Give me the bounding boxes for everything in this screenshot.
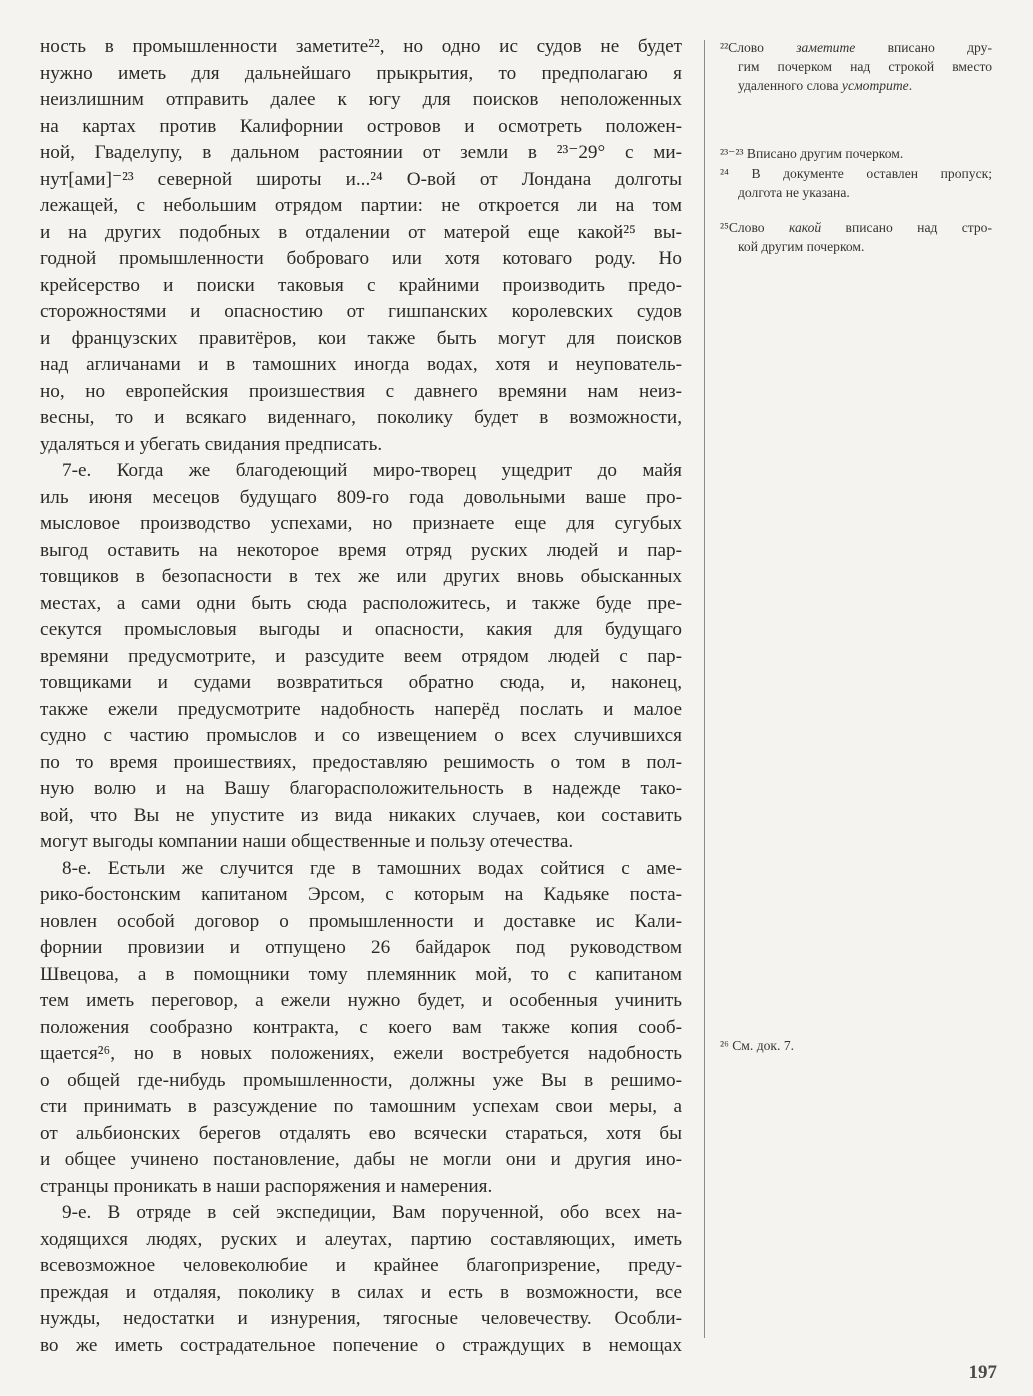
text-line: времяни предусмотрите, и разсудите веем отрядом людей с пар- (40, 645, 682, 667)
text-line: нужды, недостатки и изнурения, тягосные человечеству. Особли- (40, 1308, 682, 1329)
text-line: во же иметь сострадательное попечение о страждущих в немощах (40, 1334, 682, 1356)
text-line: неизлишним отправить далее к югу для поисков неположенных (40, 89, 682, 110)
text-line: но, но европейския произшествия с давнего времяни нам неиз- (40, 380, 682, 402)
footnote-23: ²³⁻²³ Вписано другим почерком. (720, 146, 904, 161)
text-line: 7-е. Когда же благодеющий миро-творец ущедрит до майя (62, 460, 682, 481)
text-line: странцы проникать в наши распоряжения и намерения. (40, 1175, 493, 1197)
text-line: ной, Гваделупу, в дальном растоянии от земли в ²³⁻29° с ми- (40, 142, 682, 163)
text-line: форнии провизии и отпущено 26 байдарок под руководством (40, 937, 682, 958)
text-line: выгод оставить на некоторое время отряд руских людей и пар- (40, 539, 682, 561)
text-line: 9-е. В отряде в сей экспедиции, Вам порученной, обо всех на- (62, 1202, 682, 1223)
text-line: также ежели предусмотрите надобность наперёд послать и малое (40, 698, 682, 720)
footnote-mark: ²⁶ (720, 1038, 729, 1053)
text-line: по то время проишествиях, предоставляю решимость о том в пол- (40, 751, 682, 773)
text-line: и общее учинено постановление, дабы не могли они и другия ино- (40, 1149, 682, 1170)
text-line: вой, что Вы не упустите из вида никаких случаев, кои составить (40, 804, 682, 826)
text-line: удаляться и убегать свидания предписать. (40, 433, 383, 455)
text-line: лежащей, с небольшим отрядом партии: не откроется ли на том (40, 195, 682, 216)
text-line: товщиками и судами возвратиться обратно сюда, и, наконец, (40, 672, 682, 693)
footnote-mark: ²⁵ (720, 220, 729, 235)
text-line: Швецова, а в помощники тому племянник мой, то с капитаном (40, 963, 682, 985)
text-line: иль июня месецов будущаго 809-го года довольными ваше про- (40, 486, 682, 508)
text-line: ность в промышленности заметите²², но одно ис судов не будет (40, 36, 682, 57)
text-line: преждая и отдаляя, поколику в силах и есть в возможности, все (40, 1281, 682, 1303)
footnote-24: ²⁴ В документе оставлен пропуск; долгота не указана. (720, 166, 992, 200)
page-number: 197 (968, 1362, 997, 1383)
text-line: тем иметь переговор, а ежели нужно будет, и особенныя учинить (40, 990, 682, 1011)
text-line: товщиков в безопасности в тех же или других вновь обысканных (40, 566, 682, 587)
footnote-25: ²⁵Слово какой вписано над стро- кой другим почерком. (720, 220, 992, 254)
text-line: 8-е. Естьли же случится где в тамошних водах сойтися с аме- (62, 857, 682, 879)
text-line: нут[ами]⁻²³ северной широты и...²⁴ О-вой от Лондана долготы (40, 168, 682, 190)
text-line: положения сообразно контракта, с коего вам также копия сооб- (40, 1016, 682, 1038)
text-line: ную волю и на Вашу благорасположительность в надежде тако- (40, 778, 682, 799)
footnote-22: ²²Слово заметите вписано дру- гим почерком над строкой вместо удаленного слова усмотрите. (720, 40, 992, 93)
footnote-mark: ²² (720, 40, 729, 55)
text-line: от альбионских берегов отдалять ево всячески стараться, хотя бы (40, 1122, 682, 1144)
text-line: на картах против Калифорнии островов и осмотреть положен- (40, 115, 682, 137)
text-line: сти принимать в разсуждение по тамошним успехам свои меры, а (40, 1096, 682, 1117)
footnote-mark: ²⁴ (720, 166, 729, 181)
text-line: местах, а сами одни быть сюда расположитесь, и также буде пре- (40, 592, 682, 614)
text-line: новлен особой договор о промышленности и доставке ис Кали- (40, 910, 682, 932)
text-line: над агличанами и в тамошних иногда водах, хотя и неупователь- (40, 354, 682, 375)
text-line: рико-бостонским капитаном Эрсом, с которым на Кадьяке поста- (40, 884, 682, 905)
text-line: сторожностями и опасностию от гишпанских королевских судов (40, 301, 682, 322)
text-line: весны, то и всякаго виденнаго, поколику будет в возможности, (40, 407, 682, 428)
text-line: щается²⁶, но в новых положениях, ежели востребуется надобность (40, 1043, 682, 1064)
text-line: мысловое производство успехами, но признаете еще для сугубых (40, 513, 682, 534)
text-line: могут выгоды компании наши общественные и пользу отечества. (40, 831, 574, 852)
text-line: нужно иметь для дальнейшаго прыкрытия, то предполагаю я (40, 62, 682, 84)
footnote-mark: ²³⁻²³ (720, 146, 744, 161)
footnote-26: ²⁶ См. док. 7. (720, 1038, 795, 1053)
text-line: о общей где-нибудь промышленности, должны уже Вы в решимо- (40, 1069, 682, 1091)
text-line: и на других подобных в отдалении от матерой еще какой²⁵ вы- (40, 221, 682, 243)
text-line: ходящихся людях, руских и алеутах, партию составляющих, иметь (40, 1228, 682, 1250)
text-line: крейсерство и поиски таковыя с крайними производить предо- (40, 274, 682, 296)
column-divider (704, 40, 705, 1338)
text-line: секутся промысловыя выгоды и опасности, какия для будущаго (40, 619, 682, 640)
text-line: судно с частию промыслов и со извещением о всех случившихся (40, 725, 682, 746)
main-text (40, 34, 682, 1359)
text-line: годной промышленности боброваго или хотя котоваго роду. Но (40, 248, 682, 269)
text-line: и французских правитёров, кои также быть могут для поисков (40, 327, 682, 349)
text-line: всевозможное человеколюбие и крайнее благопризрение, преду- (40, 1255, 682, 1276)
